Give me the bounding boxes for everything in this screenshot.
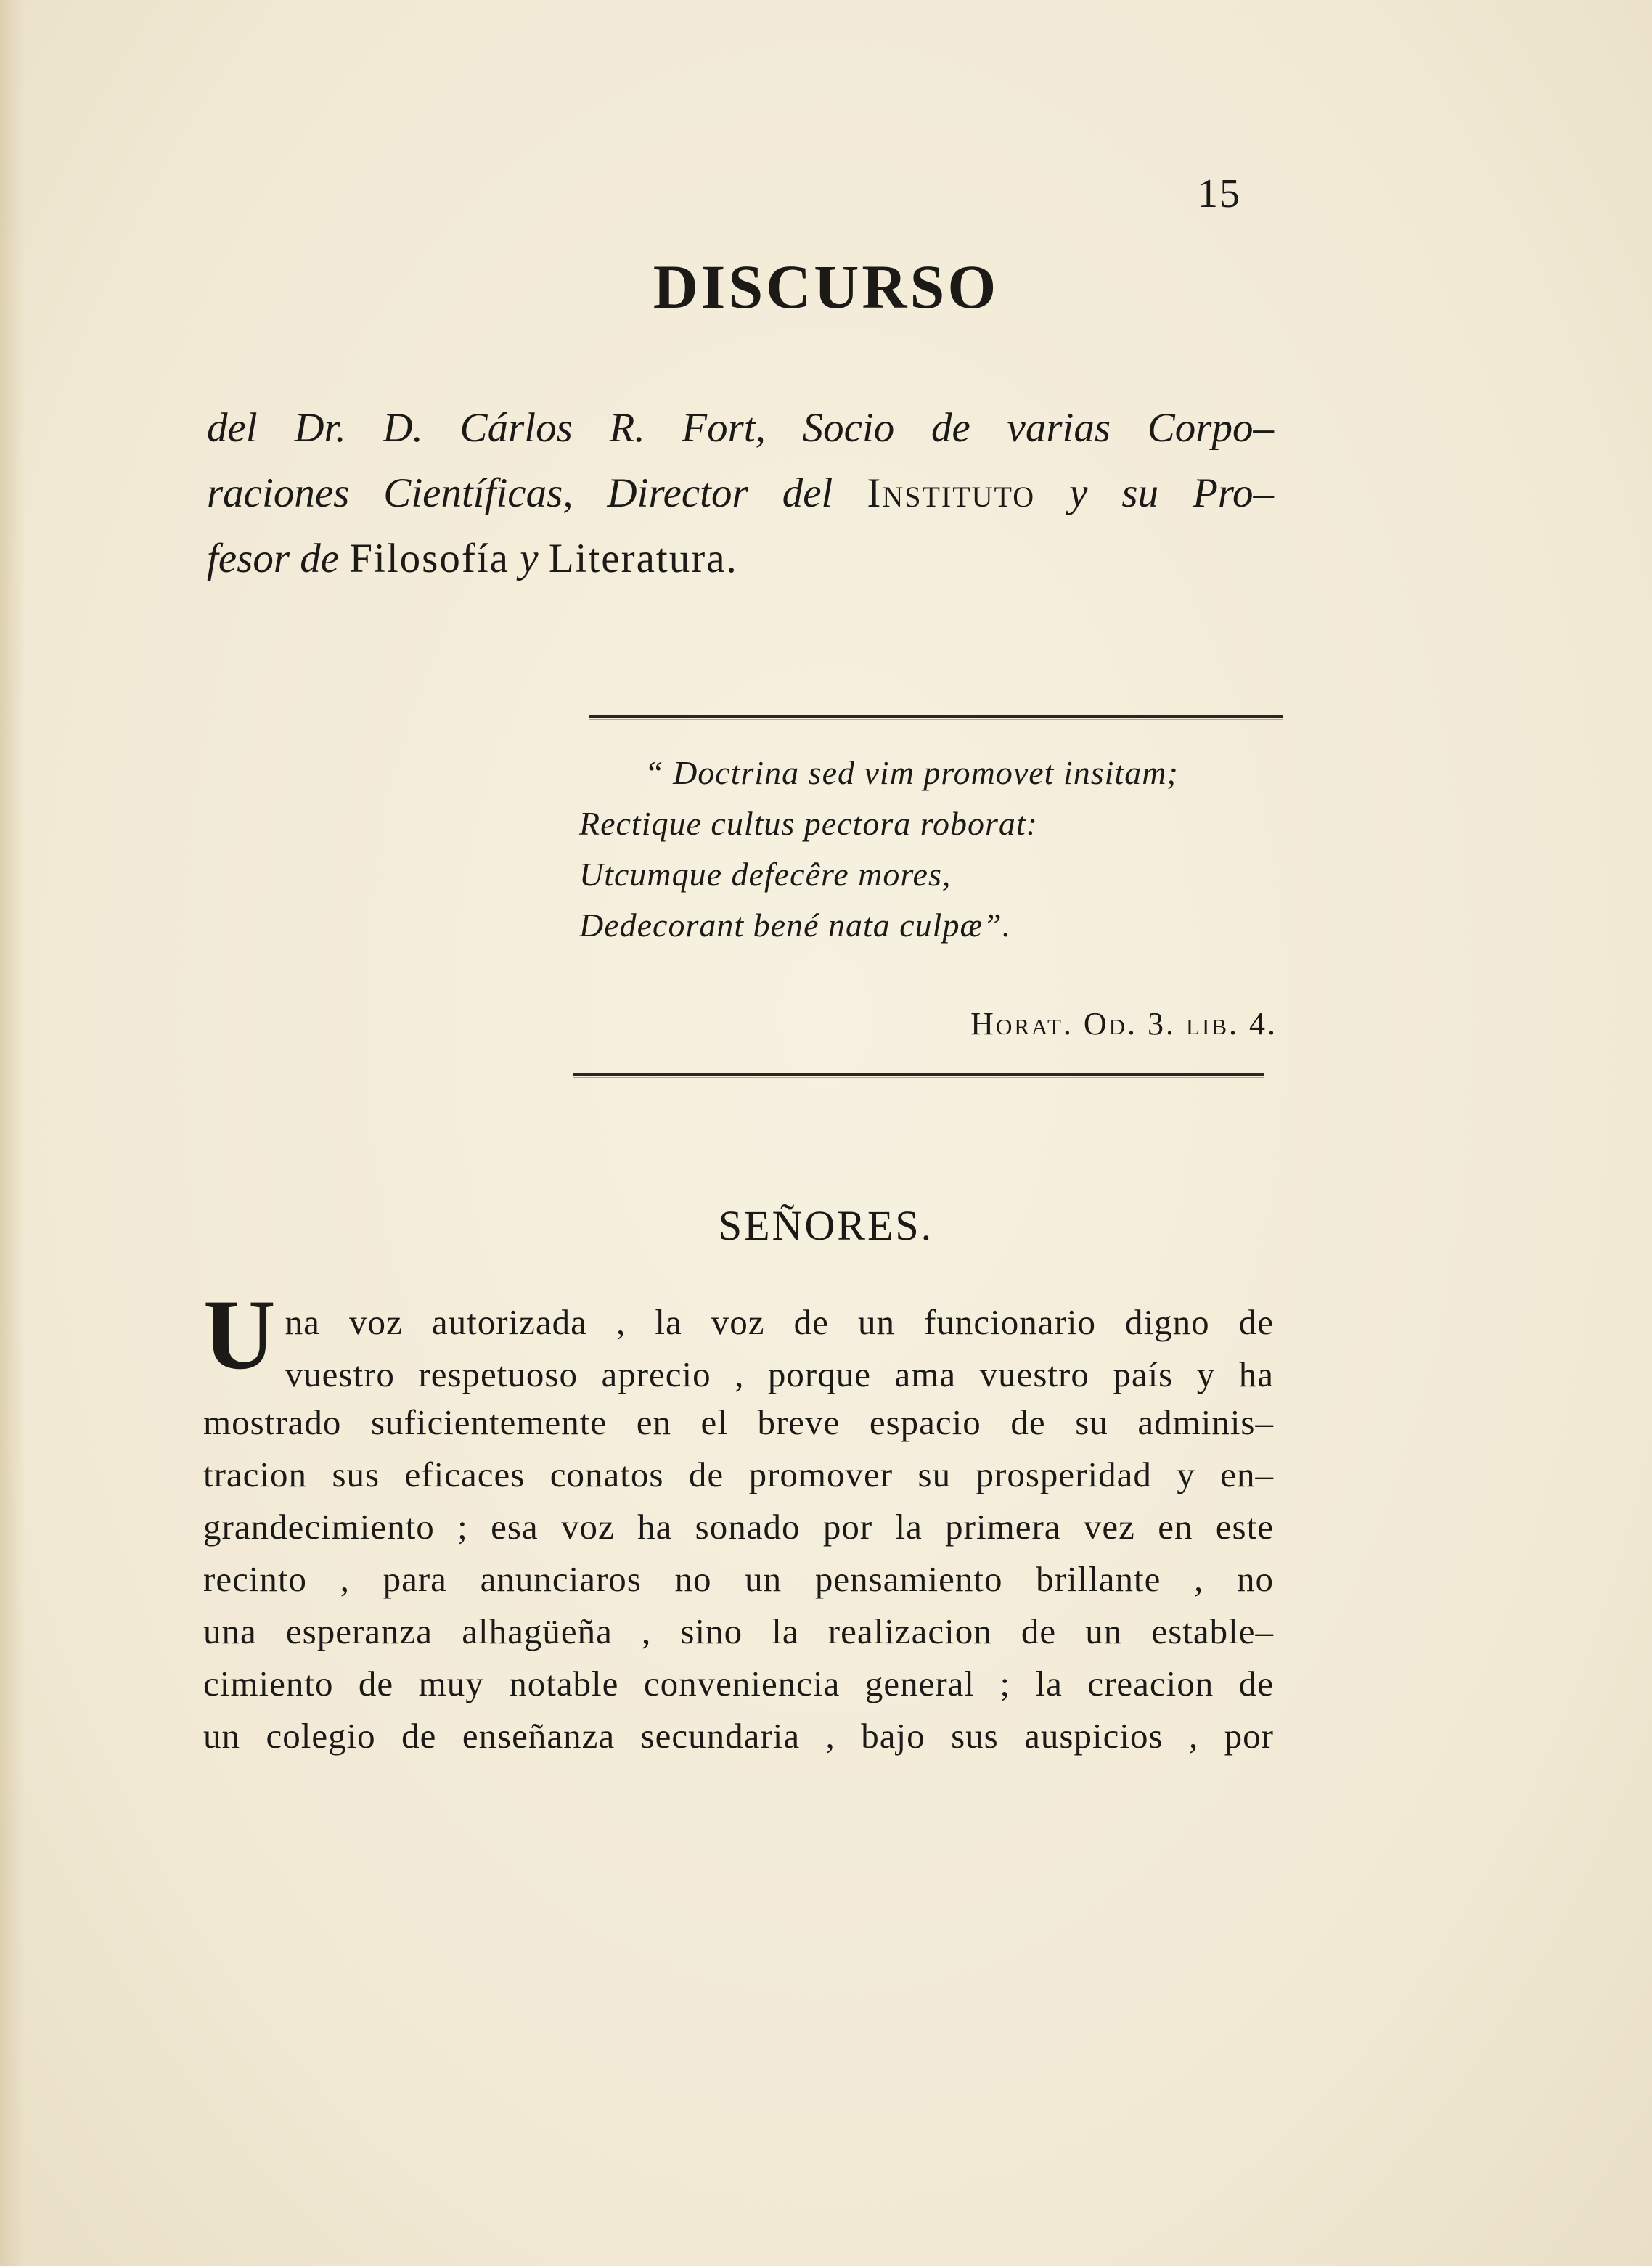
- body-line-1: na voz autorizada , la voz de un funcionario digno de: [285, 1302, 1274, 1342]
- body-line-5: grandecimiento ; esa voz ha sonado por la primera vez en este: [203, 1507, 1274, 1547]
- paragraph-opening: [203, 1279, 1274, 1396]
- subtitle-line-3: [207, 526, 1274, 592]
- institute-name: Instituto: [867, 470, 1036, 516]
- body-line-3: mostrado suficientemente en el breve espacio de su adminis–: [203, 1402, 1274, 1442]
- bottom-divider-rule: [573, 1073, 1264, 1076]
- body-line-2: vuestro respetuoso aprecio , porque ama vuestro país y ha: [285, 1354, 1274, 1394]
- page-edge-shadow: [0, 0, 25, 2266]
- document-title: DISCURSO: [653, 252, 999, 322]
- drop-cap-letter: U: [203, 1279, 277, 1390]
- subject-literature: Literatura.: [548, 536, 738, 581]
- subtitle-line-3-start: fesor de: [207, 536, 350, 581]
- subtitle-line-2: [207, 461, 1274, 526]
- epigraph-line-1: “ Doctrina sed vim promovet insitam;: [645, 754, 1179, 791]
- body-line-6: recinto , para anunciaros no un pensamiento brillante , no: [203, 1559, 1274, 1599]
- subtitle-line-2-start: raciones Científicas, Director del: [207, 470, 867, 516]
- salutation-heading: SEÑORES.: [718, 1202, 934, 1249]
- page-number: 15: [1198, 171, 1241, 216]
- epigraph-line-4: Dedecorant bené nata culpæ”.: [579, 907, 1012, 944]
- body-line-4: tracion sus eficaces conatos de promover su prosperidad y en–: [203, 1455, 1274, 1494]
- subtitle-line-3-mid: y: [510, 536, 549, 581]
- body-line-9: un colegio de enseñanza secundaria , bajo sus auspicios , por: [203, 1716, 1274, 1756]
- subject-philosophy: Filosofía: [349, 536, 510, 581]
- body-line-7: una esperanza alhagüeña , sino la realizacion de un estable–: [203, 1611, 1274, 1651]
- epigraph-line-2: Rectique cultus pectora roborat:: [579, 805, 1038, 842]
- subtitle-line-2-end: y su Pro–: [1035, 470, 1274, 516]
- body-line-8: cimiento de muy notable conveniencia general ; la creacion de: [203, 1664, 1274, 1703]
- epigraph-attribution: Horat. Od. 3. lib. 4.: [970, 1006, 1277, 1042]
- top-divider-rule: [589, 715, 1283, 718]
- epigraph-quote: [579, 748, 1276, 951]
- body-paragraph: [203, 1279, 1274, 1762]
- epigraph-line-3: Utcumque defecêre mores,: [579, 856, 952, 893]
- author-subtitle: [207, 396, 1274, 592]
- subtitle-line-1: del Dr. D. Cárlos R. Fort, Socio de varias Corpo–: [207, 405, 1274, 451]
